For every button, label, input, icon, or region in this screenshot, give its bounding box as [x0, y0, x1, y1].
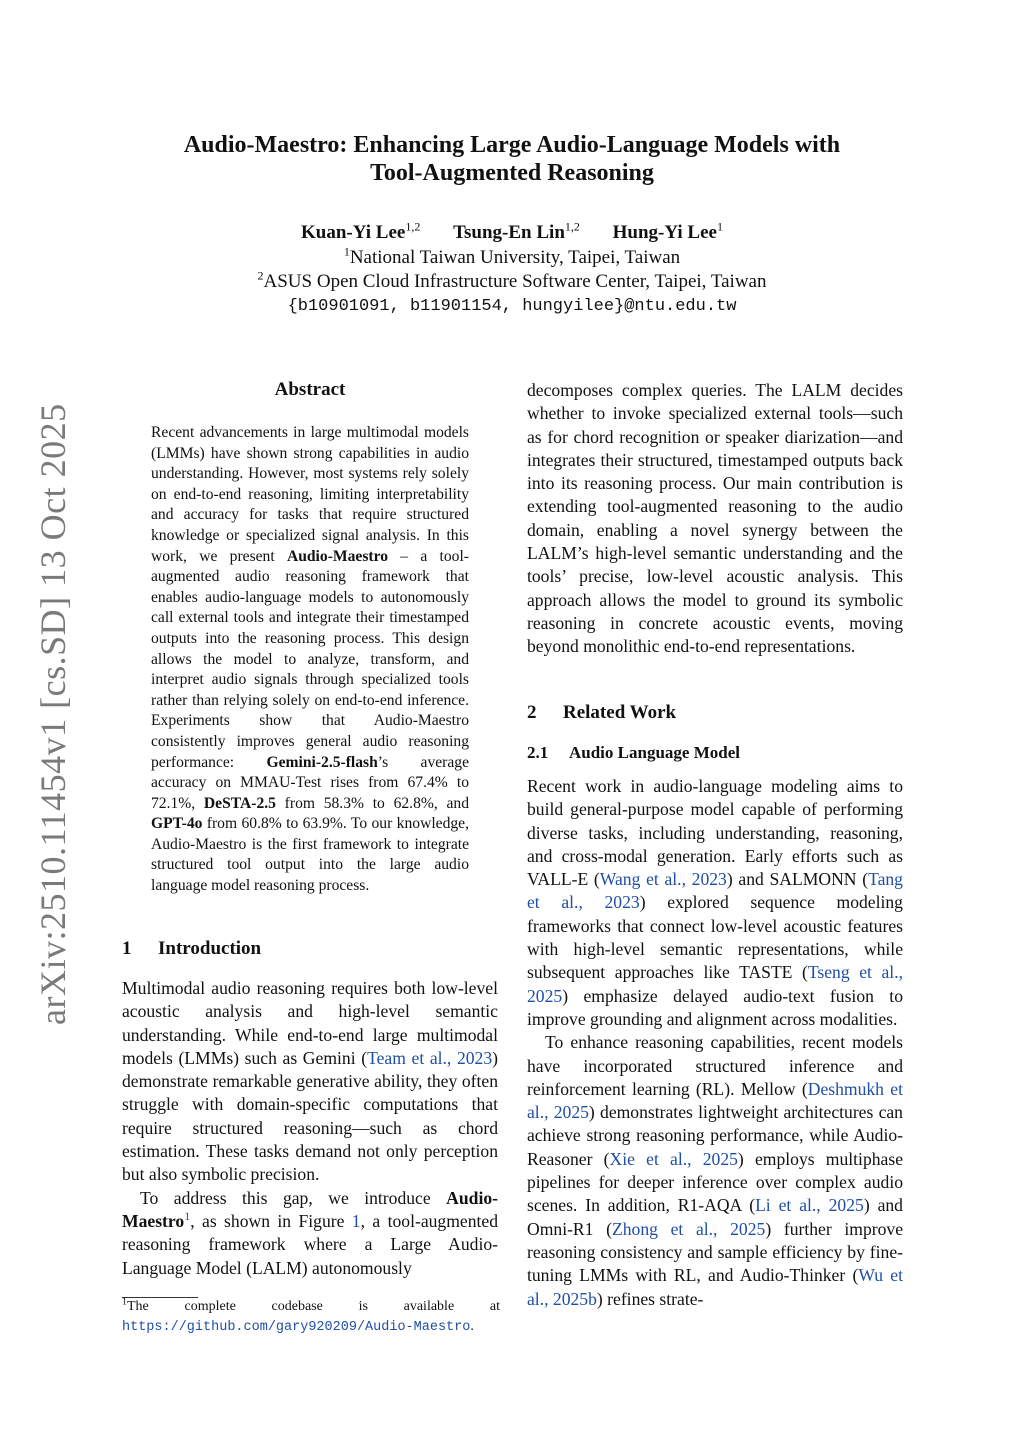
method-name: Audio-Maestro [122, 1187, 498, 1231]
author-1-affil: 1,2 [405, 219, 421, 234]
intro-paragraph-2: To address this gap, we introduce Audio-Maestro$^1$, as shown in Figure 1, a tool-augmented reasoning framework where a Large Audio-Language Model (LALM) autonomously [122, 1187, 499, 1278]
citation-li-2025[interactable]: Li et al., 2025 [755, 1195, 864, 1216]
model-gpt4o: GPT-4o [151, 815, 203, 833]
abstract-body [151, 423, 469, 897]
footnote-ref-1[interactable]: 1 [184, 1209, 191, 1224]
footnote-1: $^1$The complete codebase is available at https://github.com/gary920209/Audio-Maestro. [122, 1296, 500, 1335]
citation-deshmukh-2025[interactable]: Deshmukh et al., 2025 [527, 1078, 903, 1123]
citation-zhong-2025[interactable]: Zhong et al., 2025 [612, 1218, 766, 1239]
model-gemini: Gemini-2.5-flash [266, 753, 378, 771]
citation-tang-2023[interactable]: Tang et al., 2023 [527, 869, 903, 913]
citation-tseng-2025[interactable]: Tseng et al., 2025 [527, 962, 903, 1006]
figure-ref-1[interactable]: 1 [351, 1210, 361, 1231]
abstract-method-name: Audio-Maestro [286, 547, 389, 565]
affiliation-1: $^1$National Taiwan University, Taipei, Taiwan [343, 244, 681, 268]
intro-left-column [122, 977, 498, 1280]
author-3: Hung-Yi Lee$^1$ [612, 219, 723, 243]
related-paragraph-1: Recent work in audio-language modeling aims to build general-purpose model capable of performing diverse tasks, including understanding, reasoning, and cross-modal generation. Early efforts such as VALL-E (Wang et al., 2023) and SALMONN (Tang et al., 2023) explored sequence modeling frameworks that connect low-level acoustic features with high-level semantic representations, while subsequent approaches like TASTE (Tseng et al., 2025) emphasize delayed audio-text fusion to improve grounding and alignment across modalities. [527, 776, 903, 1029]
intro-paragraph-3: decomposes complex queries. The LALM decides whether to invoke specialized external tools—such as for chord recognition or speaker diarization—and integrates their structured, timestamped outputs back into its reasoning process. Our main contribution is extending tool-augmented reasoning to the audio domain, enabling a novel synergy between the LALM’s high-level semantic understanding and the tools’ precise, low-level acoustic analysis. This approach allows the model to ground its symbolic reasoning in concrete acoustic events, moving beyond monolithic end-to-end representations. [527, 380, 903, 657]
section-2-heading: 2 Related Work [527, 702, 677, 723]
citation-wang-2023[interactable]: Wang et al., 2023 [599, 869, 727, 890]
author-3-affil: 1 [716, 219, 723, 234]
title-line-2: Tool-Augmented Reasoning [370, 160, 654, 186]
section-1-heading: 1 Introduction [122, 938, 262, 959]
abstract-heading: Abstract [274, 379, 346, 400]
author-names [100, 221, 924, 246]
affiliation-2: $^2$ASUS Open Cloud Infrastructure Software Center, Taipei, Taiwan [257, 268, 767, 292]
arxiv-identifier: arXiv:2510.11454v1 [cs.SD] 13 Oct 2025 [33, 403, 73, 1025]
codebase-link[interactable]: https://github.com/gary920209/Audio-Maestro [122, 1320, 471, 1335]
citation-xie-2025[interactable]: Xie et al., 2025 [609, 1148, 738, 1169]
citation-team-2023[interactable]: Team et al., 2023 [367, 1047, 493, 1068]
model-desta: DeSTA-2.5 [203, 794, 276, 812]
intro-right-column [527, 379, 903, 659]
author-2-affil: 1,2 [564, 219, 580, 234]
author-emails: {b10901091, b11901154, hungyilee}@ntu.edu.tw [287, 296, 737, 316]
author-2: Tsung-En Lin$^{1,2}$ [453, 219, 580, 243]
citation-wu-2025b[interactable]: Wu et al., 2025b [527, 1265, 903, 1309]
paper-title [100, 131, 924, 187]
abstract-paragraph: Recent advancements in large multimodal models (LMMs) have shown strong capabilities in audio understanding. However, most systems rely solely on end-to-end reasoning, limiting interpretability and accuracy for tasks that require structured knowledge or specialized signal analysis. In this work, we present Audio-Maestro – a tool-augmented audio reasoning framework that enables audio-language models to autonomously call external tools and integrate their timestamped outputs into the reasoning process. This design allows the model to analyze, transform, and interpret audio signals through specialized tools rather than relying solely on end-to-end inference. Experiments show that Audio-Maestro consistently improves general audio reasoning performance: Gemini-2.5-flash’s average accuracy on MMAU-Test rises from 67.4% to 72.1%, DeSTA-2.5 from 58.3% to 62.8%, and GPT-4o from 60.8% to 63.9%. To our knowledge, Audio-Maestro is the first framework to integrate structured tool output into the large audio language model reasoning process. [151, 424, 469, 895]
related-work-body [527, 775, 903, 1311]
subsection-2-1-heading: 2.1 Audio Language Model [527, 743, 740, 762]
related-paragraph-2: To enhance reasoning capabilities, recent models have incorporated structured inference and reinforcement learning (RL). Mellow (Deshmukh et al., 2025) demonstrates lightweight architectures can achieve strong reasoning performance, while Audio-Reasoner (Xie et al., 2025) employs multiphase pipelines for deeper inference over complex audio scenes. In addition, R1-AQA (Li et al., 2025) and Omni-R1 (Zhong et al., 2025) further improve reasoning consistency and sample efficiency by fine-tuning LMMs with RL, and Audio-Thinker (Wu et al., 2025b) refines strate- [527, 1032, 904, 1309]
author-block [100, 221, 924, 319]
intro-paragraph-1: Multimodal audio reasoning requires both low-level acoustic analysis and high-level semantic understanding. While end-to-end large multimodal models (LMMs) such as Gemini (Team et al., 2023) demonstrate remarkable generative ability, they often struggle with domain-specific computations that require structured reasoning—such as chord estimation. These tasks demand not only perception but also symbolic precision. [122, 978, 499, 1185]
title-line-1: Audio-Maestro: Enhancing Large Audio-Language Models with [183, 132, 841, 158]
author-1: Kuan-Yi Lee$^{1,2}$ [301, 219, 421, 243]
